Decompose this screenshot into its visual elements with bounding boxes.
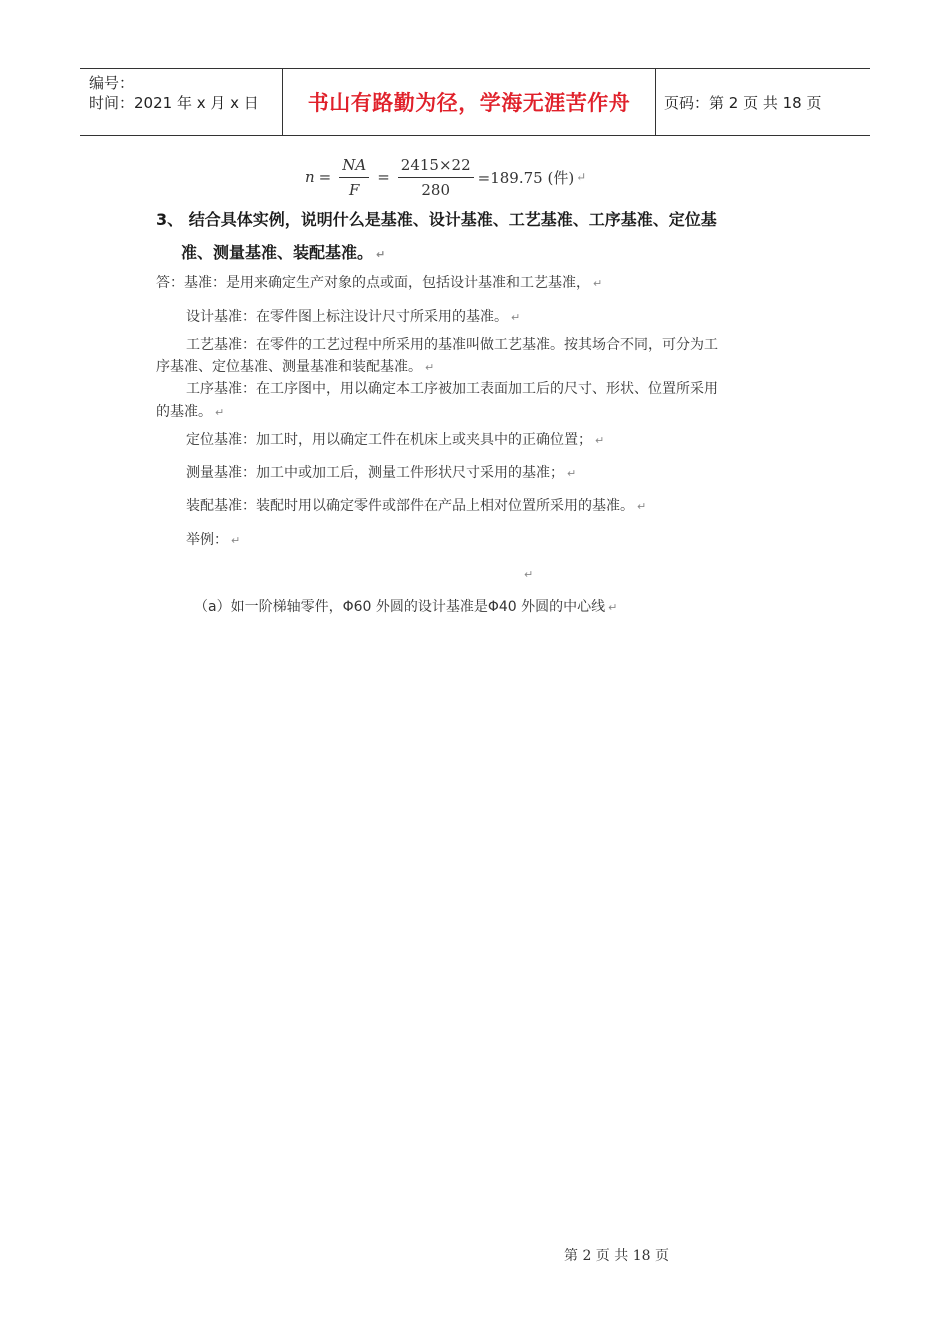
operation-datum-line-2 [156, 401, 224, 424]
question-line-2: 准、测量基准、装配基准。 [181, 243, 374, 262]
formula-fraction-1 [339, 155, 369, 200]
example-a-text: （a）如一阶梯轴零件，Φ60 外圆的设计基准是Φ40 外圆的中心线 [194, 599, 606, 615]
paragraph-mark: ↵ [637, 500, 647, 513]
paragraph-mark: ↵ [215, 406, 225, 419]
fraction-1-numerator: NA [339, 155, 369, 178]
answer-intro-text: 答：基准：是用来确定生产对象的点或面，包括设计基准和工艺基准， [156, 275, 590, 291]
page-footer [564, 1245, 669, 1267]
assembly-datum-text: 装配基准：装配时用以确定零件或部件在产品上相对位置所采用的基准。 [186, 498, 634, 514]
time-label: 时间：2021 年 x 月 x 日 [89, 94, 259, 112]
formula-equals-1: = [318, 168, 332, 186]
operation-datum-text-2: 的基准。 [156, 404, 212, 420]
fraction-1-denominator: F [349, 180, 360, 199]
page-info: 页码：第 2 页 共 18 页 [664, 93, 822, 112]
question-line-1: 3、 结合具体实例，说明什么是基准、设计基准、工艺基准、工序基准、定位基 [156, 210, 717, 229]
number-label: 编号： [89, 74, 135, 92]
question-line-2-wrap [156, 236, 756, 271]
paragraph-mark: ↵ [231, 534, 241, 547]
paragraph-mark: ↵ [524, 568, 534, 581]
header-motto-cell [282, 69, 656, 135]
locating-datum-text: 定位基准：加工时，用以确定工件在机床上或夹具中的正确位置； [186, 432, 592, 448]
paragraph-mark: ↵ [595, 434, 605, 447]
formula-result: =189.75 (件) [477, 168, 575, 187]
design-datum-text: 设计基准：在零件图上标注设计尺寸所采用的基准。 [186, 309, 508, 325]
operation-datum-line-1 [186, 378, 718, 400]
paragraph-mark: ↵ [608, 601, 618, 614]
paragraph-mark: ↵ [593, 277, 603, 290]
paragraph-mark: ↵ [511, 311, 521, 324]
motto-text: 书山有路勤为径，学海无涯苦作舟 [307, 91, 631, 115]
paragraph-mark: ↵ [376, 248, 386, 261]
assembly-datum-paragraph [186, 495, 646, 518]
formula-equals-2: = [377, 168, 390, 186]
formula-lhs: n [305, 168, 315, 186]
design-datum-paragraph [186, 306, 520, 329]
document-header [80, 68, 870, 136]
measuring-datum-paragraph [186, 462, 576, 485]
question-heading [156, 203, 756, 271]
paragraph-mark: ↵ [567, 467, 577, 480]
fraction-2-denominator: 280 [421, 180, 451, 199]
header-page-cell [656, 69, 870, 135]
empty-paragraph [521, 563, 533, 586]
page-footer-text: 第 2 页 共 18 页 [564, 1248, 669, 1264]
formula-fraction-2 [398, 155, 474, 200]
operation-datum-text-1: 工序基准：在工序图中，用以确定本工序被加工表面加工后的尺寸、形状、位置所采用 [186, 381, 718, 397]
answer-intro [156, 272, 602, 295]
paragraph-mark: ↵ [576, 170, 587, 184]
process-datum-text-2: 序基准、定位基准、测量基准和装配基准。 [156, 359, 422, 375]
measuring-datum-text: 测量基准：加工中或加工后，测量工件形状尺寸采用的基准； [186, 465, 564, 481]
process-datum-line-1 [186, 334, 718, 356]
paragraph-mark: ↵ [425, 361, 435, 374]
header-meta-cell [80, 69, 282, 135]
process-datum-line-2 [156, 356, 434, 379]
example-a-paragraph [194, 596, 617, 619]
fraction-2-numerator: 2415×22 [398, 155, 474, 178]
locating-datum-paragraph [186, 429, 604, 452]
formula [305, 153, 586, 201]
process-datum-text-1: 工艺基准：在零件的工艺过程中所采用的基准叫做工艺基准。按其场合不同，可分为工 [186, 337, 718, 353]
example-label-text: 举例： [186, 532, 228, 548]
example-label-paragraph [186, 529, 240, 552]
